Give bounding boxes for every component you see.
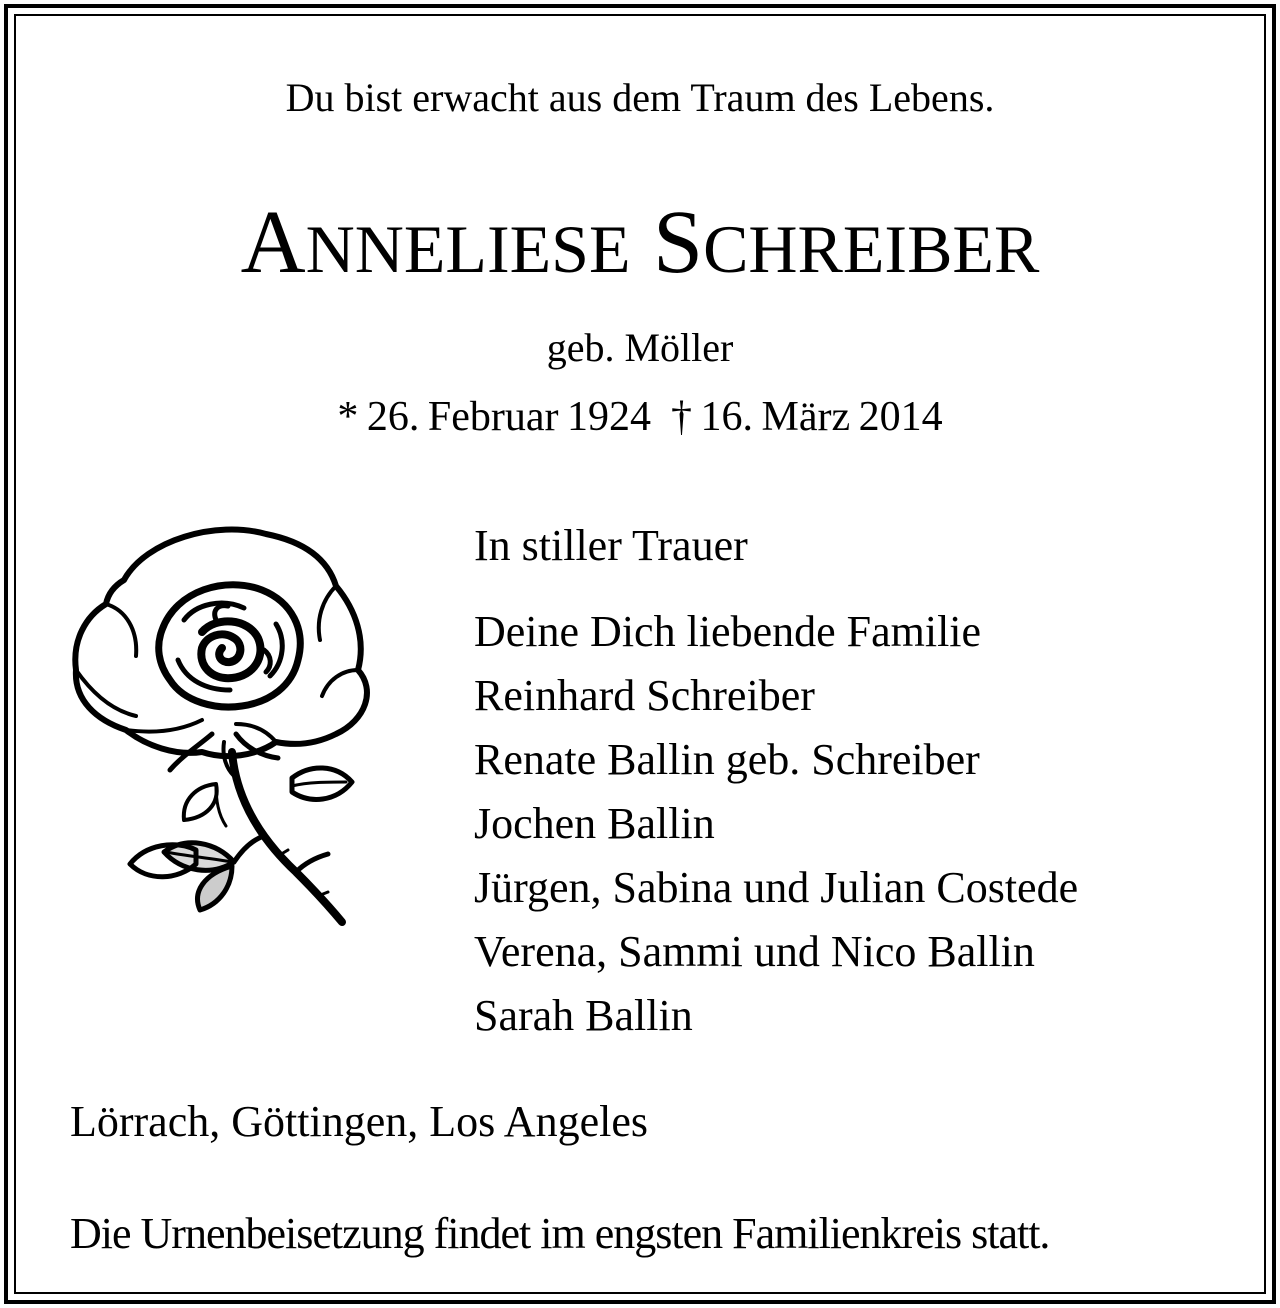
mourner-line: Reinhard Schreiber <box>474 671 815 720</box>
last-name-rest: CHREIBER <box>703 211 1040 287</box>
rose-icon <box>66 520 386 930</box>
quote-line: Du bist erwacht aus dem Traum des Lebens. <box>285 75 995 120</box>
life-dates <box>0 396 1280 438</box>
mourners-block <box>474 522 1078 1048</box>
death-date: † 16. März 2014 <box>671 394 943 440</box>
deceased-name <box>0 193 1280 292</box>
mourner-line: Deine Dich liebende Familie <box>474 607 982 656</box>
birth-date: * 26. Februar 1924 <box>337 394 651 440</box>
mourner-line: Verena, Sammi und Nico Ballin <box>474 927 1035 976</box>
ceremony-note: Die Urnenbeisetzung findet im engsten Familienkreis statt. <box>70 1209 1050 1258</box>
mourner-line: Jürgen, Sabina und Julian Costede <box>474 863 1079 912</box>
last-name-initial: S <box>653 193 704 292</box>
mourner-line: Sarah Ballin <box>474 991 693 1040</box>
mourner-line: Renate Ballin geb. Schreiber <box>474 735 980 784</box>
maiden-name: geb. Möller <box>546 325 734 370</box>
mourning-heading: In stiller Trauer <box>474 521 748 570</box>
first-name-initial: A <box>240 193 306 292</box>
places-line: Lörrach, Göttingen, Los Angeles <box>70 1097 648 1146</box>
mourner-line: Jochen Ballin <box>474 799 715 848</box>
first-name-rest: NNELIESE <box>305 211 631 287</box>
